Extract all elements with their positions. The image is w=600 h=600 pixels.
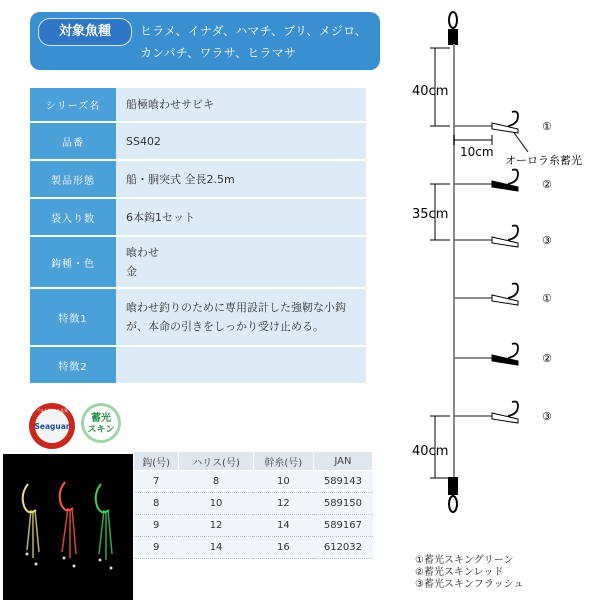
hook-number-label: ② xyxy=(542,178,552,191)
series-name: 船極喰わせサビキ xyxy=(126,98,214,111)
spec-label: 鈎種・色 xyxy=(30,237,116,287)
cell: 612032 xyxy=(313,537,372,559)
cell: 16 xyxy=(253,537,313,559)
cell: 12 xyxy=(179,515,253,537)
cell: 589150 xyxy=(313,493,372,515)
target-fish-panel xyxy=(30,12,380,70)
spec-row-feature2 xyxy=(30,345,366,383)
hook-legend xyxy=(415,555,523,591)
hook-branch xyxy=(454,284,552,306)
col-main-line-size: 幹糸(号) xyxy=(253,452,313,471)
seaguar-top-text: プロも認める品質 xyxy=(36,408,68,413)
cell: 10 xyxy=(253,471,313,493)
legend-item-red: ②蓄光スキンレッド xyxy=(415,567,504,578)
cell: 14 xyxy=(179,537,253,559)
col-jan: JAN xyxy=(313,452,372,471)
product-shape: 船・胴突式 全長2.5m xyxy=(126,172,235,186)
hook-branch xyxy=(454,170,552,192)
hook-number-label: ③ xyxy=(542,410,552,423)
target-fish-list: ヒラメ、イナダ、ハマチ、ブリ、メジロ、カンパチ、ワラサ、ヒラマサ xyxy=(140,24,368,60)
spec-value xyxy=(116,88,366,121)
legend-item-green: ①蓄光スキングリーン xyxy=(415,555,514,566)
spec-value xyxy=(116,123,366,159)
hook-icon xyxy=(508,402,518,417)
hook-branch xyxy=(454,226,552,248)
hook-branch xyxy=(454,112,552,134)
hook-icon xyxy=(508,112,518,127)
hook-icon xyxy=(508,226,518,241)
hook-branch xyxy=(454,402,552,424)
hook-number-label: ③ xyxy=(542,234,552,247)
skin-line2: スキン xyxy=(87,425,115,435)
spec-row-hook xyxy=(30,235,366,287)
target-fish-badge: 対象魚種 xyxy=(38,18,132,46)
size-header-row xyxy=(134,452,373,471)
legend-item-flash: ③蓄光スキンフラッシュ xyxy=(415,579,524,590)
cell: 9 xyxy=(134,537,179,559)
glow-hooks-photo xyxy=(3,454,133,600)
spec-row-series xyxy=(30,86,366,121)
spec-value xyxy=(116,347,366,383)
cell: 9 xyxy=(134,515,179,537)
cell: 10 xyxy=(179,493,253,515)
cell: 589143 xyxy=(313,471,372,493)
hook-number-label: ① xyxy=(542,292,552,305)
spec-value xyxy=(116,237,366,287)
table-row xyxy=(134,515,373,537)
pack-count: 6本鈎1セット xyxy=(126,210,195,224)
cell: 12 xyxy=(253,493,313,515)
hook-type: 喰わせ xyxy=(126,246,159,259)
branch-length-label: 10cm xyxy=(460,145,494,159)
callout-label: オーロラ糸蓄光 xyxy=(505,154,582,167)
callout-leader xyxy=(512,130,528,152)
spec-value xyxy=(116,289,366,345)
dist-bottom-label: 40cm xyxy=(412,444,449,459)
col-hook-size: 鈎(号) xyxy=(134,452,179,471)
bottom-swivel-icon xyxy=(449,478,457,512)
spec-label: 特徴2 xyxy=(30,347,116,383)
seaguar-text: Seaguar xyxy=(34,422,70,431)
cell: 8 xyxy=(179,471,253,493)
hook-branch xyxy=(454,344,552,366)
size-table xyxy=(133,451,373,559)
spec-row-count xyxy=(30,197,366,235)
hook-number-label: ② xyxy=(542,352,552,365)
spec-label: 品番 xyxy=(30,123,116,159)
rig-diagram xyxy=(400,0,600,600)
cell: 7 xyxy=(134,471,179,493)
col-harris-size: ハリス(号) xyxy=(179,452,253,471)
product-code: SS402 xyxy=(126,134,161,148)
spec-row-feature1 xyxy=(30,287,366,345)
feature1-text: 喰わせ釣りのために専用設計した強靭な小鈎が、本命の引きをしっかり受け止める。 xyxy=(126,301,346,333)
seaguar-logo xyxy=(28,402,76,450)
spec-row-shape xyxy=(30,159,366,197)
spec-label: シリーズ名 xyxy=(30,88,116,121)
top-swivel-icon xyxy=(449,12,457,44)
cell: 14 xyxy=(253,515,313,537)
table-row xyxy=(134,493,373,515)
spec-value xyxy=(116,161,366,197)
hook-number-label: ① xyxy=(542,120,552,133)
spec-table xyxy=(30,86,366,383)
skin-line1: 蓄光 xyxy=(91,413,111,424)
hook-icon xyxy=(508,170,518,185)
spec-label: 袋入り数 xyxy=(30,199,116,235)
cell: 589167 xyxy=(313,515,372,537)
table-row xyxy=(134,471,373,493)
glow-skin-logo xyxy=(80,402,122,444)
spec-value xyxy=(116,199,366,235)
table-row xyxy=(134,537,373,559)
hook-icon xyxy=(508,344,518,359)
hook-icon xyxy=(508,284,518,299)
dimension-branch xyxy=(454,135,492,145)
cell: 8 xyxy=(134,493,179,515)
dist-mid-label: 35cm xyxy=(412,207,449,222)
spec-row-code xyxy=(30,121,366,159)
dist-top-label: 40cm xyxy=(412,84,449,99)
spec-label: 特徴1 xyxy=(30,289,116,345)
hook-color: 金 xyxy=(126,265,137,278)
spec-label: 製品形態 xyxy=(30,161,116,197)
